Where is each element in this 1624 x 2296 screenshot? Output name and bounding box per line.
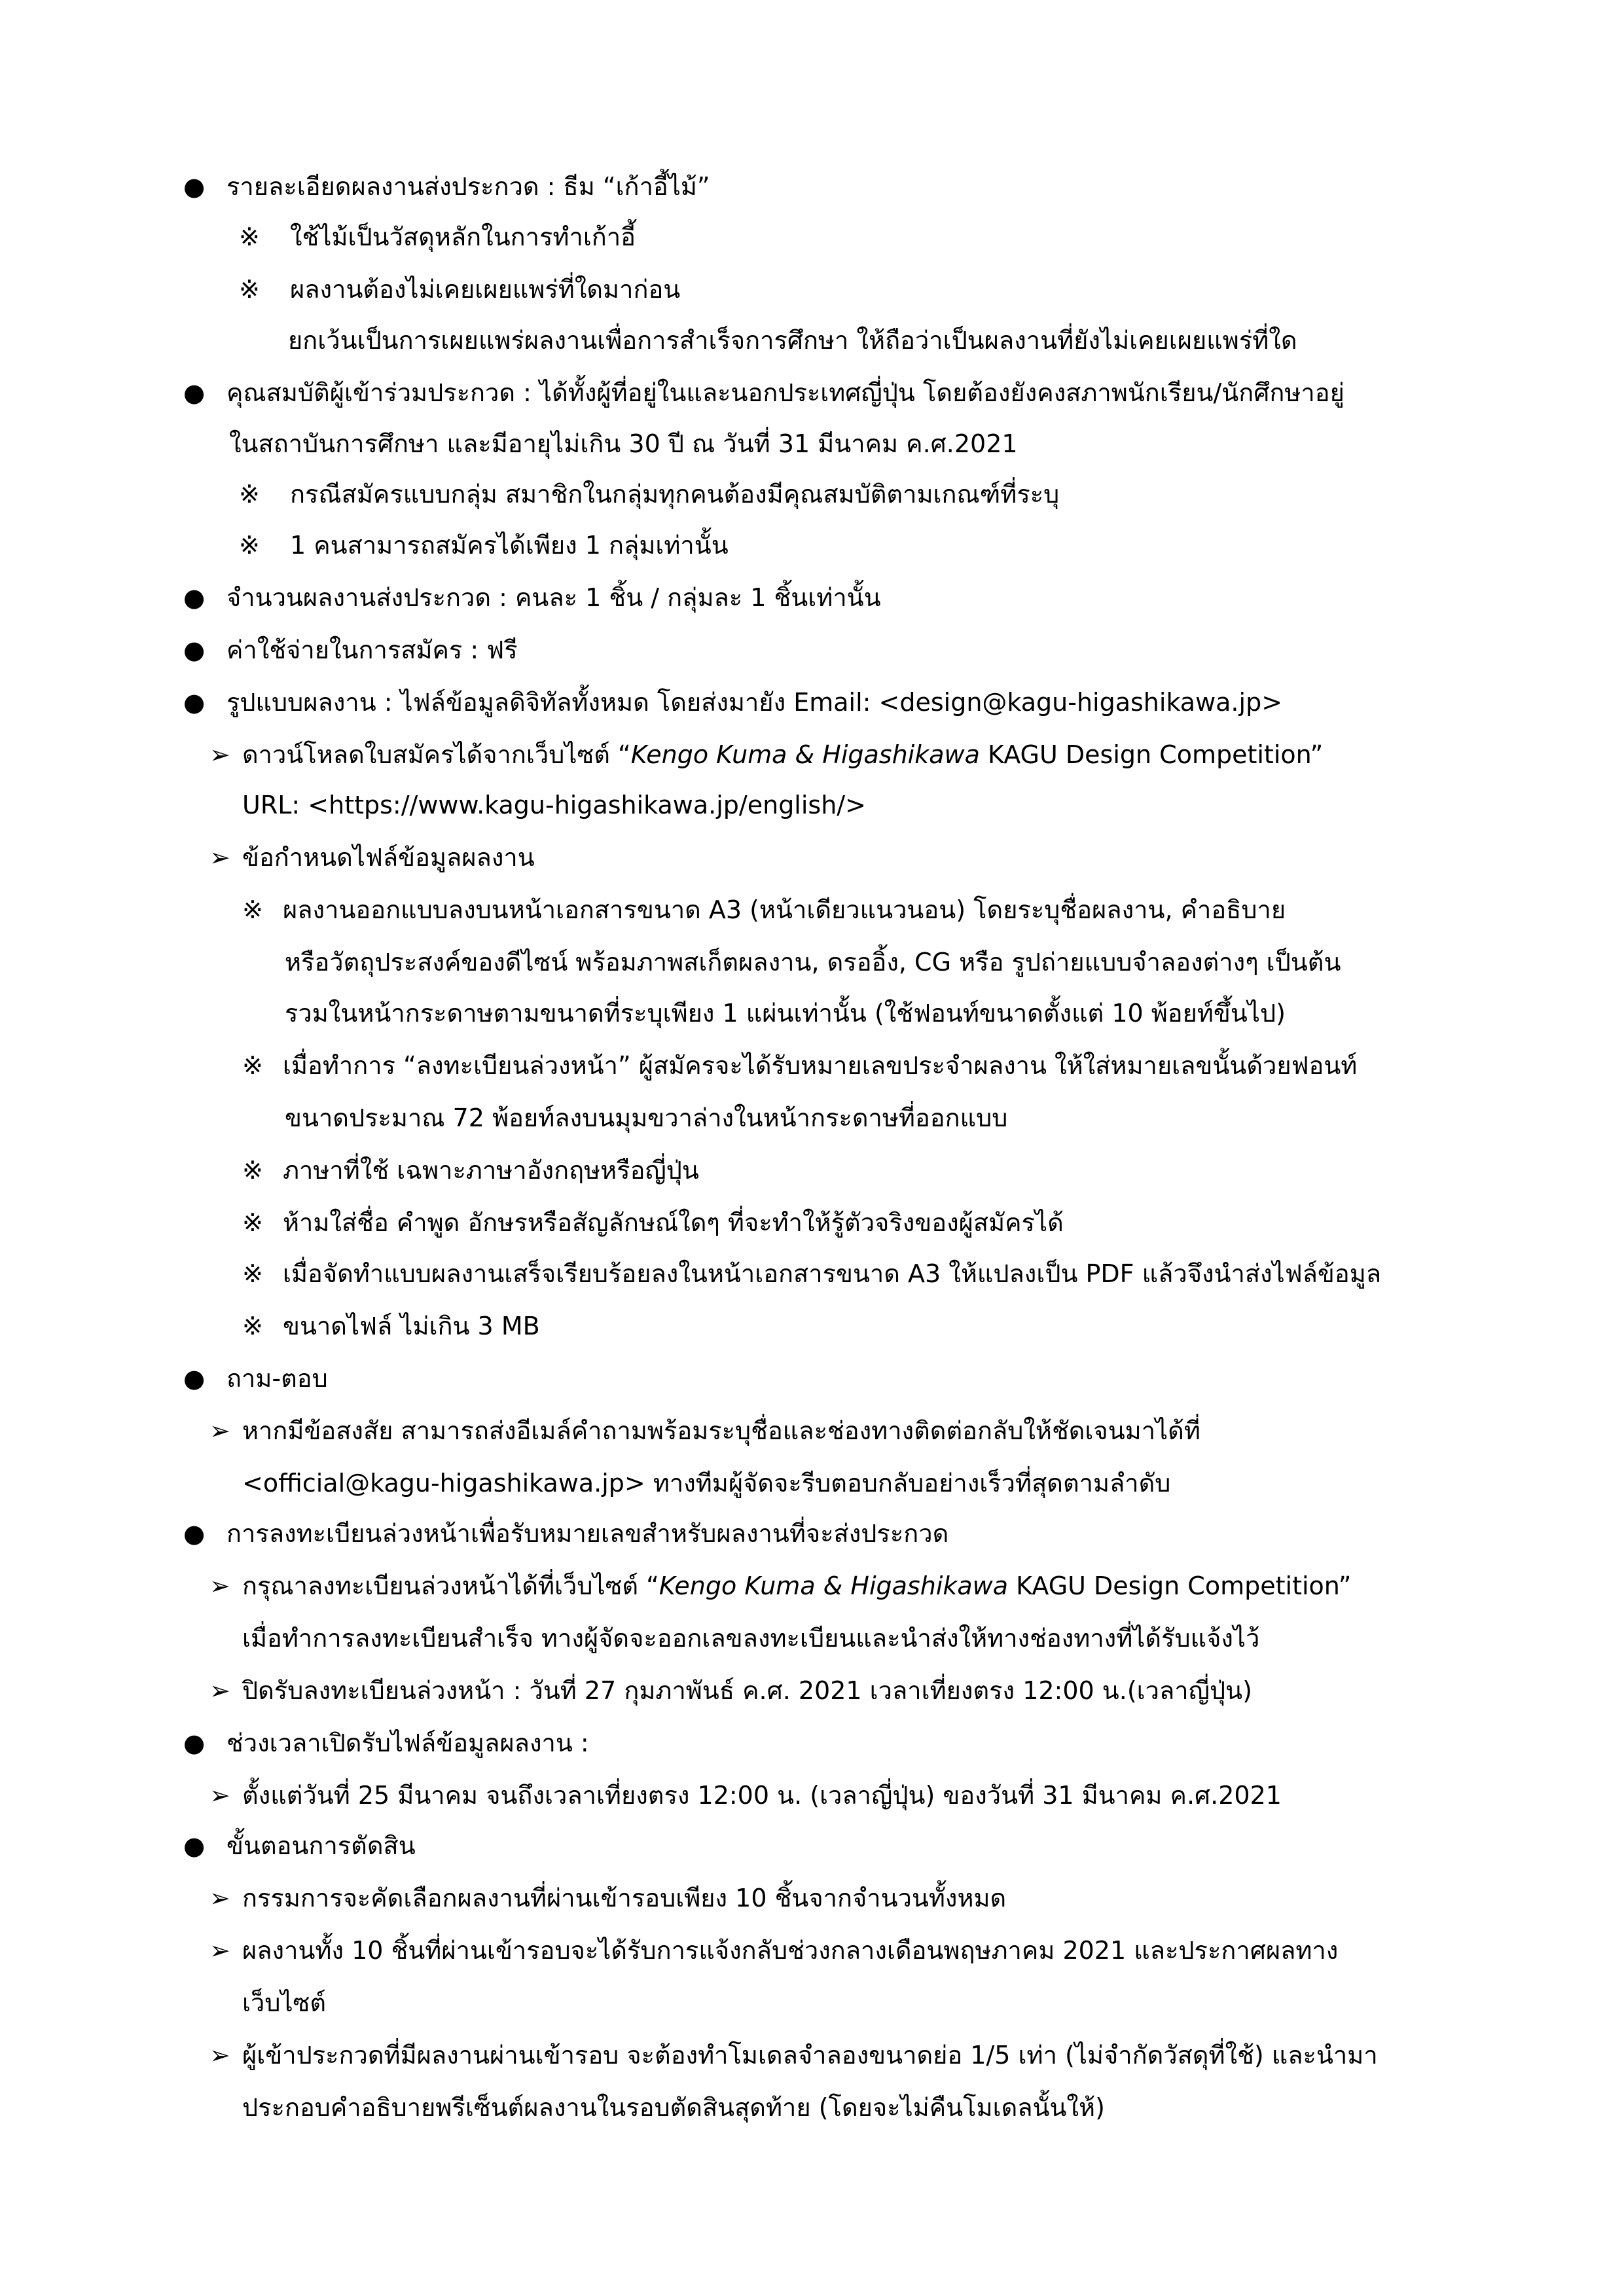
arrow-icon: ➢	[209, 1884, 230, 1912]
section-title: ขั้นตอนการตัดสิน	[226, 1831, 416, 1860]
section-title: คุณสมบัติผู้เข้าร่วมประกวด : ได้ทั้งผู้ที่อยู่ในและนอกประเทศญี่ปุ่น โดยต้องยังคงสภาพนักเรียน/นักศึกษาอยู่	[226, 378, 1344, 407]
reference-mark-icon: ※	[239, 480, 260, 509]
requirement-registration-number-2: ขนาดประมาณ 72 พ้อยท์ลงบนมุมขวาล่างในหน้ากระดาษที่ออกแบบ	[285, 1103, 1008, 1132]
section-submission-period	[183, 1723, 589, 1763]
section-fee	[183, 630, 518, 670]
section-title: จำนวนผลงานส่งประกวด : คนละ 1 ชิ้น / กลุ่มละ 1 ชิ้นเท่านั้น	[226, 583, 881, 612]
requirement-a3-layout-3: รวมในหน้ากระดาษตามขนาดที่ระบุเพียง 1 แผ่นเท่านั้น (ใช้ฟอนท์ขนาดตั้งแต่ 10 พ้อยท์ขึ้นไป)	[285, 999, 1286, 1028]
arrow-icon: ➢	[209, 1936, 230, 1965]
arrow-icon: ➢	[209, 1416, 230, 1445]
reference-mark-icon: ※	[242, 1208, 263, 1237]
section-title: การลงทะเบียนล่วงหน้าเพื่อรับหมายเลขสำหรับผลงานที่จะส่งประกวด	[226, 1519, 949, 1548]
qa-email-link[interactable]: <official@kagu-higashikawa.jp> ทางทีมผู้จัดจะรีบตอบกลับอย่างเร็วที่สุดตามลำดับ	[242, 1469, 1171, 1498]
eligibility-continued: ในสถาบันการศึกษา และมีอายุไม่เกิน 30 ปี ณ วันที่ 31 มีนาคม ค.ศ.2021	[229, 429, 1018, 458]
bullet-icon: ●	[183, 1729, 206, 1757]
submission-period-item: ➢ ตั้งแต่วันที่ 25 มีนาคม จนถึงเวลาเที่ยงตรง 12:00 น. (เวลาญี่ปุ่น) ของวันที่ 31 มีนาคม ค.ศ.2021	[209, 1776, 1282, 1815]
reference-mark-icon: ※	[242, 895, 263, 924]
requirement-anonymity: ※ ห้ามใส่ชื่อ คำพูด อักษรหรือสัญลักษณ์ใดๆ ที่จะทำให้รู้ตัวจริงของผู้สมัครได้	[242, 1203, 1064, 1242]
bullet-icon: ●	[183, 1519, 206, 1548]
arrow-icon: ➢	[209, 1571, 230, 1600]
qa-contact-item: ➢ หากมีข้อสงสัย สามารถส่งอีเมล์คำถามพร้อมระบุชื่อและช่องทางติดต่อกลับให้ชัดเจนมาได้ที่	[209, 1411, 1200, 1450]
reference-mark-icon: ※	[242, 1156, 263, 1185]
reference-mark-icon: ※	[239, 223, 260, 251]
judging-model-item: ➢ ผู้เข้าประกวดที่มีผลงานผ่านเข้ารอบ จะต้องทำโมเดลจำลองขนาดย่อ 1/5 เท่า (ไม่จำกัดวัสดุที่ใช้) และนำมา	[209, 2036, 1378, 2075]
file-requirements-item: ➢ ข้อกำหนดไฟล์ข้อมูลผลงาน	[209, 838, 535, 877]
note-group-entry: ※ กรณีสมัครแบบกลุ่ม สมาชิกในกลุ่มทุกคนต้องมีคุณสมบัติตามเกณฑ์ที่ระบุ	[239, 475, 1059, 514]
note-unpublished: ※ ผลงานต้องไม่เคยเผยแพร่ที่ใดมาก่อน	[239, 270, 680, 309]
section-title: ค่าใช้จ่ายในการสมัคร : ฟรี	[226, 636, 518, 664]
bullet-icon: ●	[183, 1364, 206, 1393]
website-url-link[interactable]: URL: <https://www.kagu-higashikawa.jp/english/>	[242, 791, 866, 819]
pre-registration-deadline-item: ➢ ปิดรับลงทะเบียนล่วงหน้า : วันที่ 27 กุมภาพันธ์ ค.ศ. 2021 เวลาเที่ยงตรง 12:00 น.(เวลาญี่ปุ่น)	[209, 1671, 1252, 1710]
section-title: ถาม-ตอบ	[226, 1364, 328, 1393]
bullet-icon: ●	[183, 583, 206, 612]
reference-mark-icon: ※	[242, 1259, 263, 1288]
requirement-a3-layout-2: หรือวัตถุประสงค์ของดีไซน์ พร้อมภาพสเก็ตผลงาน, ดรออิ้ง, CG หรือ รูปถ่ายแบบจำลองต่างๆ เป็นต้น	[285, 948, 1341, 977]
judging-notification-item: ➢ ผลงานทั้ง 10 ชิ้นที่ผ่านเข้ารอบจะได้รับการแจ้งกลับช่วงกลางเดือนพฤษภาคม 2021 และประกาศผลทาง	[209, 1931, 1338, 1970]
requirement-registration-number: ※ เมื่อทำการ “ลงทะเบียนล่วงหน้า” ผู้สมัครจะได้รับหมายเลขประจำผลงาน ให้ใส่หมายเลขนั้นด้วยฟอนท์	[242, 1046, 1357, 1085]
arrow-icon: ➢	[209, 740, 230, 769]
bullet-icon: ●	[183, 636, 206, 664]
reference-mark-icon: ※	[242, 1051, 263, 1080]
reference-mark-icon: ※	[239, 275, 260, 304]
note-unpublished-exception: ยกเว้นเป็นการเผยแพร่ผลงานเพื่อการสำเร็จการศึกษา ให้ถือว่าเป็นผลงานที่ยังไม่เคยเผยแพร่ที่ใด	[288, 326, 1297, 355]
reference-mark-icon: ※	[242, 1312, 263, 1340]
bullet-icon: ●	[183, 378, 206, 407]
download-form-item: ➢ ดาวน์โหลดใบสมัครได้จากเว็บไซต์ “Kengo Kuma & Higashikawa KAGU Design Competition”	[209, 735, 1323, 774]
section-title: ช่วงเวลาเปิดรับไฟล์ข้อมูลผลงาน :	[226, 1729, 589, 1757]
requirement-language: ※ ภาษาที่ใช้ เฉพาะภาษาอังกฤษหรือญี่ปุ่น	[242, 1151, 699, 1190]
section-judging	[183, 1826, 416, 1865]
arrow-icon: ➢	[209, 843, 230, 872]
section-design-details	[183, 167, 710, 206]
section-entry-count	[183, 578, 881, 617]
bullet-icon: ●	[183, 1831, 206, 1860]
requirement-file-size: ※ ขนาดไฟล์ ไม่เกิน 3 MB	[242, 1306, 540, 1346]
reference-mark-icon: ※	[239, 531, 260, 560]
pre-registration-website-item: ➢ กรุณาลงทะเบียนล่วงหน้าได้ที่เว็บไซต์ “Kengo Kuma & Higashikawa KAGU Design Competition”	[209, 1566, 1351, 1605]
section-title: รูปแบบผลงาน : ไฟล์ข้อมูลดิจิทัลทั้งหมด โดยส่งมายัง Email: <design@kagu-higashikawa.jp>	[226, 688, 1283, 717]
bullet-icon: ●	[183, 172, 206, 201]
requirement-a3-layout: ※ ผลงานออกแบบลงบนหน้าเอกสารขนาด A3 (หน้าเดียวแนวนอน) โดยระบุชื่อผลงาน, คำอธิบาย	[242, 890, 1286, 929]
arrow-icon: ➢	[209, 1781, 230, 1810]
arrow-icon: ➢	[209, 1676, 230, 1705]
judging-model-continued: ประกอบคำอธิบายพรีเซ็นต์ผลงานในรอบตัดสินสุดท้าย (โดยจะไม่คืนโมเดลนั้นให้)	[242, 2093, 1105, 2122]
judging-shortlist-item: ➢ กรรมการจะคัดเลือกผลงานที่ผ่านเข้ารอบเพียง 10 ชิ้นจากจำนวนทั้งหมด	[209, 1878, 1006, 1918]
requirement-pdf: ※ เมื่อจัดทำแบบผลงานเสร็จเรียบร้อยลงในหน้าเอกสารขนาด A3 ให้แปลงเป็น PDF แล้วจึงนำส่งไฟล์ข้อมูล	[242, 1254, 1381, 1293]
arrow-icon: ➢	[209, 2041, 230, 2070]
pre-registration-success-note: เมื่อทำการลงทะเบียนสำเร็จ ทางผู้จัดจะออกเลขลงทะเบียนและนำส่งให้ทางช่องทางที่ได้รับแจ้งไว้	[242, 1624, 1260, 1653]
section-title: รายละเอียดผลงานส่งประกวด : ธีม “เก้าอี้ไม้”	[226, 172, 710, 201]
section-format	[183, 683, 1282, 722]
judging-notification-continued: เว็บไซต์	[242, 1988, 327, 2017]
note-wood-material: ※ ใช้ไม้เป็นวัสดุหลักในการทำเก้าอี้	[239, 217, 636, 257]
section-eligibility	[183, 373, 1344, 412]
section-pre-registration	[183, 1514, 948, 1553]
note-one-group: ※ 1 คนสามารถสมัครได้เพียง 1 กลุ่มเท่านั้น	[239, 526, 729, 565]
section-qa	[183, 1359, 328, 1398]
bullet-icon: ●	[183, 688, 206, 717]
